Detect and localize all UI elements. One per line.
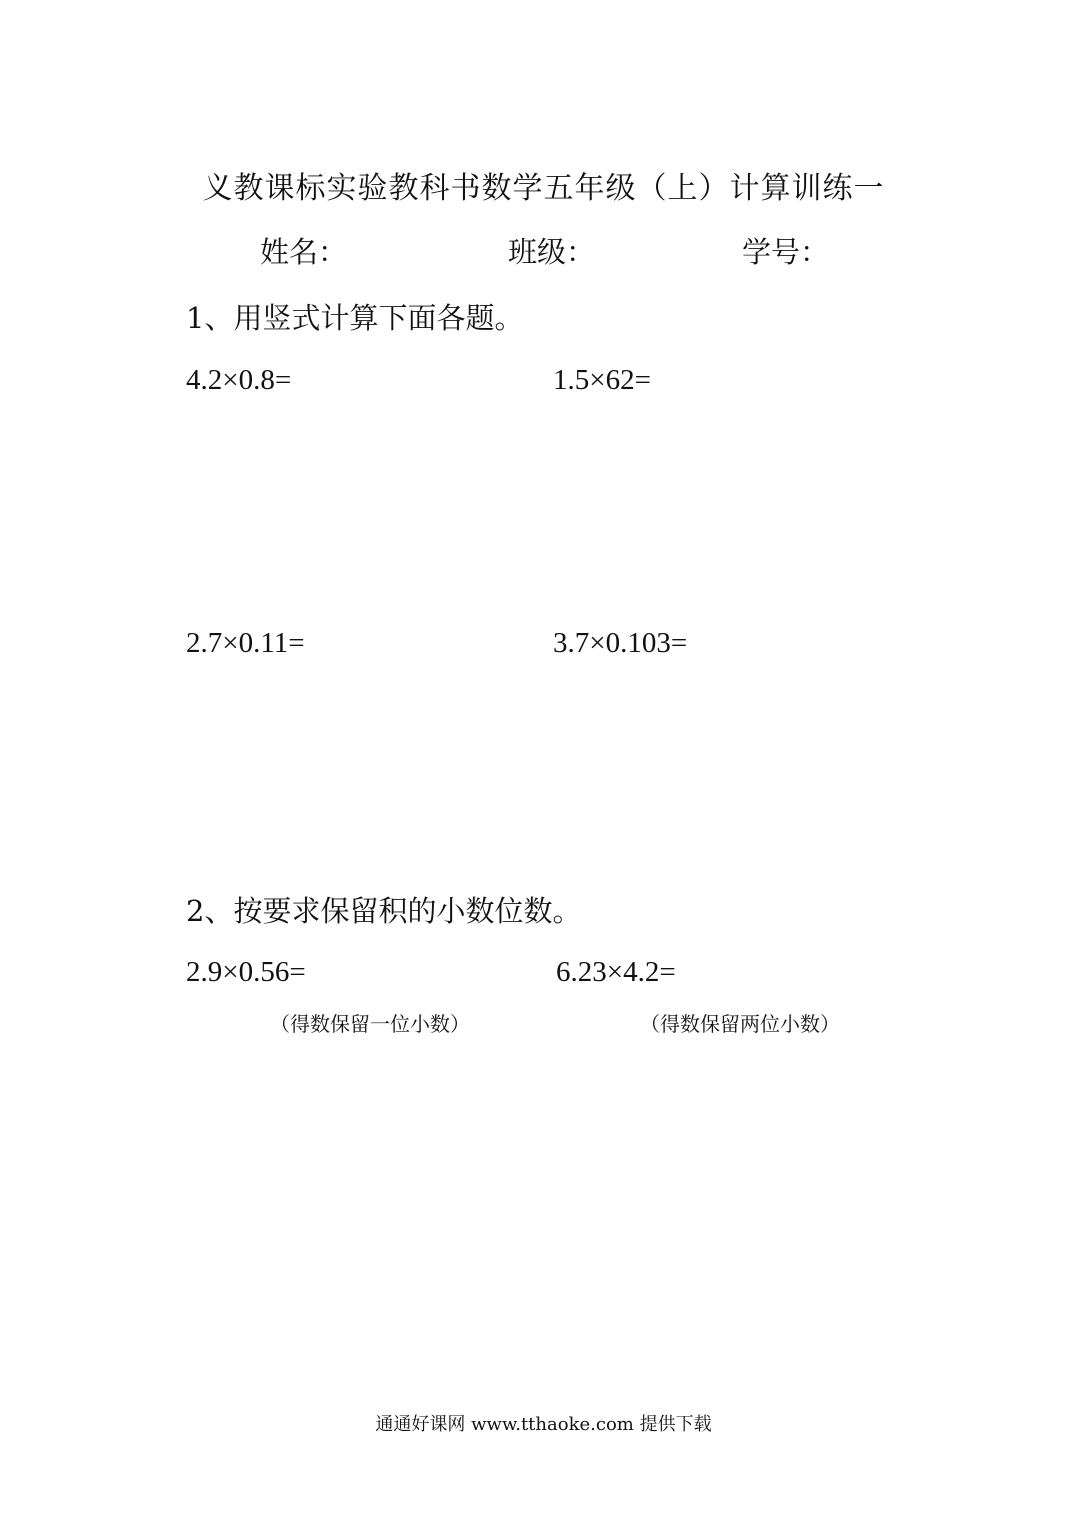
problem-1: 4.2×0.8= — [186, 364, 292, 396]
rounding-note-1: （得数保留一位小数） — [270, 1012, 470, 1036]
rounding-problem-2: 6.23×4.2= — [556, 956, 676, 988]
class-label: 班级： — [508, 235, 596, 269]
section1-heading: 1、用竖式计算下面各题。 — [186, 301, 524, 335]
footer-credit: 通通好课网 www.tthaoke.com 提供下载 — [375, 1414, 712, 1435]
student-id-label: 学号： — [742, 235, 830, 269]
page-title: 义教课标实验教科书数学五年级（上）计算训练一 — [202, 171, 885, 206]
name-label: 姓名： — [260, 235, 348, 269]
section2-heading: 2、按要求保留积的小数位数。 — [186, 894, 582, 928]
problem-2: 1.5×62= — [553, 364, 651, 396]
rounding-problem-1: 2.9×0.56= — [186, 956, 306, 988]
rounding-note-2: （得数保留两位小数） — [640, 1012, 840, 1036]
problem-4: 3.7×0.103= — [553, 627, 688, 659]
problem-3: 2.7×0.11= — [186, 627, 305, 659]
